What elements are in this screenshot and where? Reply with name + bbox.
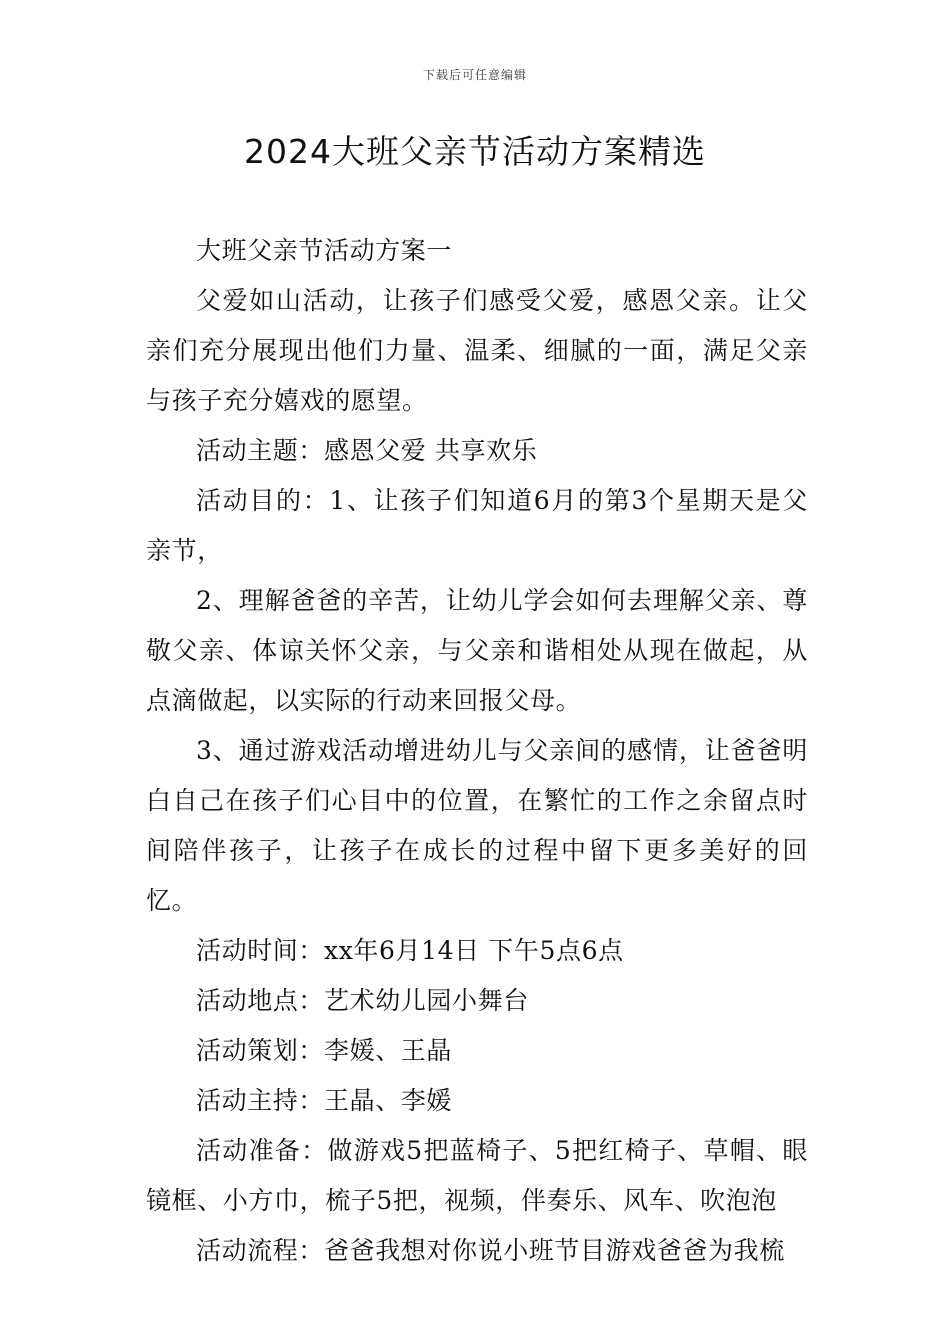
paragraph-goal-2: 2、理解爸爸的辛苦，让幼儿学会如何去理解父亲、尊敬父亲、体谅关怀父亲，与父亲和谐相处从现在做起，从点滴做起，以实际的行动来回报父母。 (146, 586, 808, 715)
paragraph-section-heading: 大班父亲节活动方案一 (196, 236, 453, 265)
paragraph-preparation: 活动准备：做游戏5把蓝椅子、5把红椅子、草帽、眼镜框、小方巾，梳子5把，视频，伴奏乐、风车、吹泡泡 (146, 1136, 808, 1215)
paragraph-location: 活动地点：艺术幼儿园小舞台 (196, 986, 529, 1015)
paragraph-intro: 父爱如山活动，让孩子们感受父爱，感恩父亲。让父亲们充分展现出他们力量、温柔、细腻的一面，满足父亲与孩子充分嬉戏的愿望。 (146, 286, 808, 415)
paragraph-process: 活动流程：爸爸我想对你说小班节目游戏爸爸为我梳 (196, 1236, 785, 1265)
document-title: 2024大班父亲节活动方案精选 (244, 132, 706, 171)
paragraph-goal-3: 3、通过游戏活动增进幼儿与父亲间的感情，让爸爸明白自己在孩子们心目中的位置，在繁忙的工作之余留点时间陪伴孩子，让孩子在成长的过程中留下更多美好的回忆。 (146, 736, 808, 915)
header-note: 下载后可任意编辑 (422, 68, 527, 82)
paragraph-theme: 活动主题：感恩父爱 共享欢乐 (196, 436, 538, 465)
paragraph-planner: 活动策划：李媛、王晶 (196, 1036, 453, 1065)
paragraph-time: 活动时间：xx年6月14日 下午5点6点 (196, 936, 624, 965)
paragraph-goal-1: 活动目的：1、让孩子们知道6月的第3个星期天是父亲节， (146, 486, 808, 565)
document-body (146, 226, 808, 1276)
paragraph-host: 活动主持：王晶、李媛 (196, 1086, 453, 1115)
